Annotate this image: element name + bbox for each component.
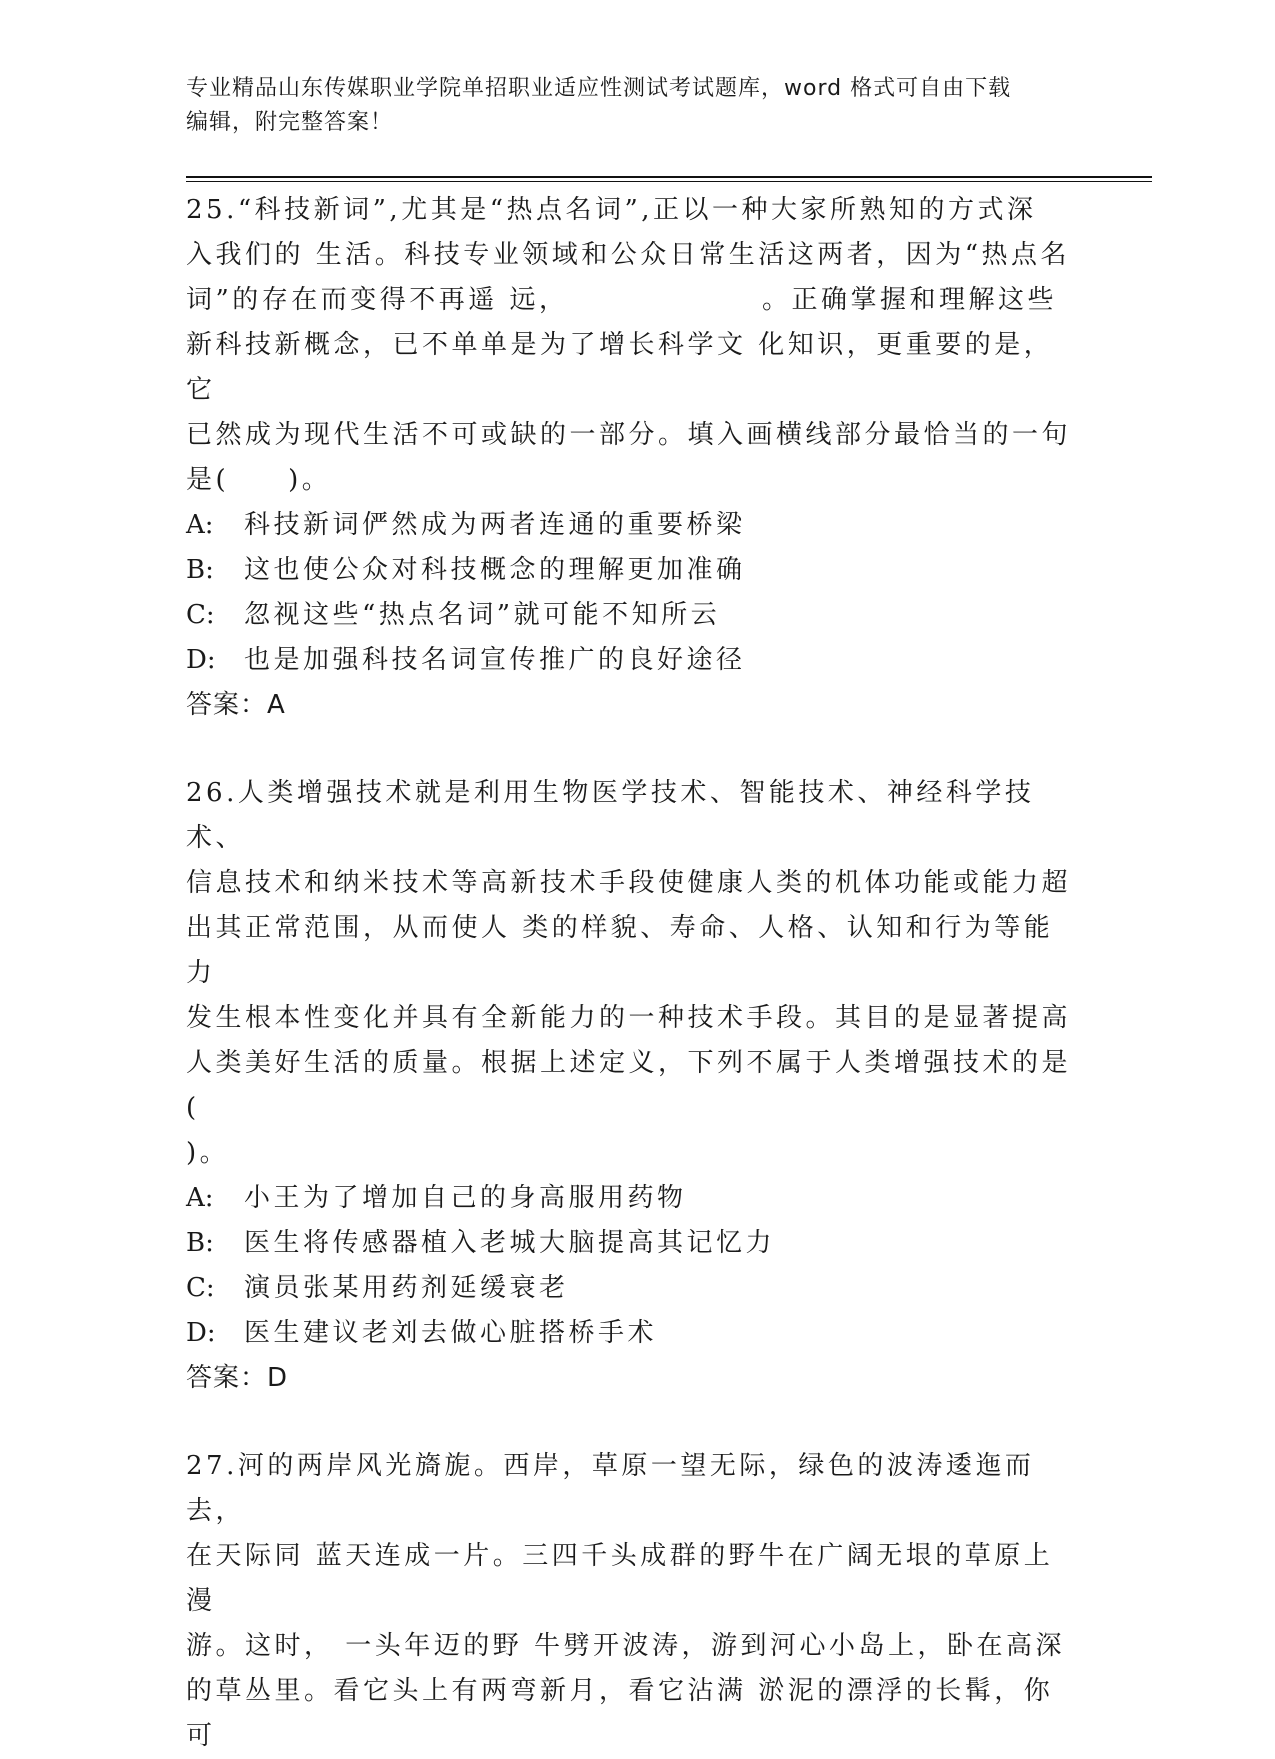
stem-line: )。	[186, 1138, 230, 1168]
option-text: 小王为了增加自己的身高服用药物	[244, 1183, 687, 1213]
option-text: 演员张某用药剂延缓衰老	[244, 1273, 569, 1303]
option-key: D:	[186, 1318, 216, 1348]
option-key: B:	[186, 1228, 214, 1258]
header-line-2: 编辑，附完整答案！	[186, 110, 394, 135]
option-text: 医生将传感器植入老城大脑提高其记忆力	[244, 1228, 776, 1258]
question-25	[186, 188, 1076, 728]
question-26	[186, 771, 1076, 1401]
option-d	[186, 1311, 1076, 1356]
header-divider-thin	[186, 181, 1152, 182]
header-divider-thick	[186, 176, 1152, 178]
option-text: 医生建议老刘去做心脏搭桥手术	[244, 1318, 658, 1348]
option-c	[186, 1266, 1076, 1311]
option-c	[186, 593, 1076, 638]
stem-line: 已然成为现代生活不可或缺的一部分。填入画横线部分最恰当的一句	[186, 420, 1072, 450]
option-key: A:	[186, 510, 214, 540]
option-key: C:	[186, 1273, 215, 1303]
option-text: 这也使公众对科技概念的理解更加准确	[244, 555, 746, 585]
stem-line: 发生根本性变化并具有全新能力的一种技术手段。其目的是显著提高	[186, 1003, 1072, 1033]
stem-line: 26.人类增强技术就是利用生物医学技术、智能技术、神经科学技术、	[186, 778, 1035, 853]
page-header	[186, 72, 1066, 140]
question-spacer	[186, 1401, 1076, 1444]
question-stem	[186, 771, 1076, 1176]
stem-line: 的草丛里。看它头上有两弯新月，看它沾满 淤泥的漂浮的长髯，你可	[186, 1676, 1054, 1751]
option-b	[186, 548, 1076, 593]
answer-line: 答案：D	[186, 1363, 289, 1393]
option-list	[186, 1176, 1076, 1356]
option-a	[186, 503, 1076, 548]
question-27	[186, 1444, 1076, 1759]
stem-line: 在天际同 蓝天连成一片。三四千头成群的野牛在广阔无垠的草原上漫	[186, 1541, 1054, 1616]
option-d	[186, 638, 1076, 683]
stem-line: 27.河的两岸风光旖旎。西岸，草原一望无际，绿色的波涛逶迤而去，	[186, 1451, 1035, 1526]
option-key: C:	[186, 600, 215, 630]
answer-line: 答案：A	[186, 690, 286, 720]
question-stem	[186, 188, 1076, 503]
stem-line: 出其正常范围，从而使人 类的样貌、寿命、人格、认知和行为等能力	[186, 913, 1054, 988]
stem-line: 新科技新概念，已不单单是为了增长科学文 化知识，更重要的是，它	[186, 330, 1054, 405]
question-stem	[186, 1444, 1076, 1759]
stem-line: 人类美好生活的质量。根据上述定义，下列不属于人类增强技术的是(	[186, 1048, 1072, 1123]
option-list	[186, 503, 1076, 683]
option-key: A:	[186, 1183, 214, 1213]
question-list	[186, 188, 1076, 1759]
option-key: D:	[186, 645, 216, 675]
option-text: 忽视这些“热点名词”就可能不知所云	[244, 600, 721, 630]
option-b	[186, 1221, 1076, 1266]
stem-line: 信息技术和纳米技术等高新技术手段使健康人类的机体功能或能力超	[186, 868, 1072, 898]
question-spacer	[186, 728, 1076, 771]
option-key: B:	[186, 555, 214, 585]
header-line-1: 专业精品山东传媒职业学院单招职业适应性测试考试题库，word 格式可自由下载	[186, 76, 1012, 101]
stem-line: 游。这时， 一头年迈的野 牛劈开波涛，游到河心小岛上，卧在高深	[186, 1631, 1066, 1661]
option-text: 也是加强科技名词宣传推广的良好途径	[244, 645, 746, 675]
stem-line: 入我们的 生活。科技专业领域和公众日常生活这两者，因为“热点名	[186, 240, 1071, 270]
stem-line: 是( )。	[186, 465, 332, 495]
option-a	[186, 1176, 1076, 1221]
stem-line: 25.“科技新词”,尤其是“热点名词”,正以一种大家所熟知的方式深	[186, 195, 1037, 225]
stem-line: 词”的存在而变得不再遥 远， 。正确掌握和理解这些	[186, 285, 1058, 315]
option-text: 科技新词俨然成为两者连通的重要桥梁	[244, 510, 746, 540]
